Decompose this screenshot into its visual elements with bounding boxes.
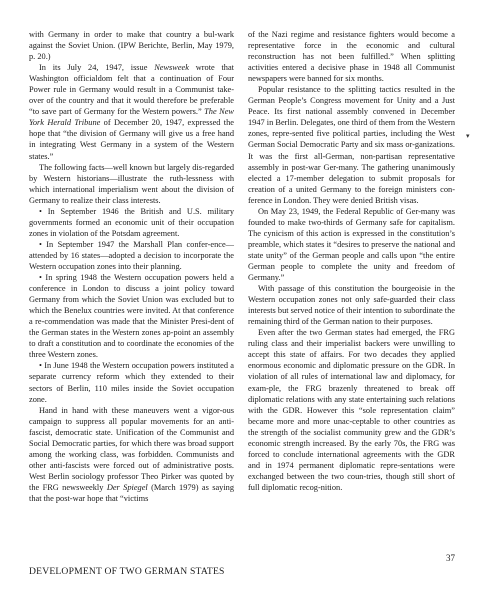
text-run: In its July 24, 1947, issue [39,63,155,73]
publication-name: The New York Herald Tribune [29,107,234,128]
publication-name: Der Spiegel [106,482,148,492]
text-run: of December 20, 1947, expressed the hope that “the division of Germany will give us a free hand in integrating West Germany in a system of the Western states.” [29,118,234,161]
paragraph: On May 23, 1949, the Federal Republic of Ger-many was founded to make two-thirds of Germany safe for capitalism. The cynicism of this action is expressed in the constitution’s preamble, which states it “desires to preserve the national and state unity” of the German people and calls upon “the entire German people to complete the unity and freedom of Germany.” [248,206,455,283]
paragraph: of the Nazi regime and resistance fighters would become a representative force in the economic and cultural reconstruction has not been fulfilled.” When splitting activities entered a decisive phase in 1948 all Communist newspapers were banned for six months. [248,30,455,84]
page-number: 37 [446,553,455,563]
bullet-paragraph: • In September 1946 the British and U.S. military governments formed an economic unit of their occupation zones in violation of the Potsdam agreement. [29,206,234,238]
text-run: (March 1979) as saying that the post-war hope that “victims [29,482,234,503]
paragraph [29,405,234,504]
left-column [29,29,234,504]
publication-name: Newsweek [154,63,189,73]
text-run: Hand in hand with these maneuvers went a vigor-ous campaign to suppress all popular movements for an anti-fascist, democratic state. Unification of the Communist and Social Democratic parties, for which there was broad support among the working class, was forbidden. Communists and other anti-fascists were forced out of administrative posts. West Berlin sociology professor Theo Pirker was quoted by the FRG newsweekly [29,405,234,492]
text-run: wrote that Washington officialdom felt that a continuation of Four Power rule in Germany would result in a Communist take-over of the country and that it would therefore be preferable “to save part of Germany for the Western powers.” [29,63,234,117]
paragraph: With passage of this constitution the bourgeoisie in the Western occupation zones not only safe-guarded their class interests but served notice of their intention to subordinate the remaining third of the German nation to their purposes. [248,284,455,327]
paragraph: The following facts—well known but largely dis-regarded by Western historians—illustrate the ruth-lessness with which international imperialism went about the division of Germany to realize their class interests. [29,162,234,205]
paragraph [29,62,234,161]
margin-mark: ▾ [466,132,470,140]
paragraph: with Germany in order to make that country a bul-wark against the Soviet Union. (IPW Berichte, Berlin, May 1979, p. 20.) [29,30,234,62]
paragraph: Popular resistance to the splitting tactics resulted in the German People’s Congress movement for Unity and a Just Peace. Its first national assembly convened in December 1947 in Berlin. Delegates, one third of them from the Western zones, repre-sented five political parties, including the West German Social Democratic Party and six mass or-ganizations. It was the first all-German, non-partisan representative assembly in post-war Ger-many. The gathering unanimously elected a 17-member delegation to submit proposals for creation of a united Germany to the foreign ministers con-ference in London. They were denied British visas. [248,85,455,205]
bullet-paragraph: • In June 1948 the Western occupation powers instituted a separate currency reform which they extended to their sectors of Berlin, 110 miles inside the Soviet occupation zone. [29,361,234,404]
paragraph: Even after the two German states had emerged, the FRG ruling class and their imperialist backers were unwilling to accept this state of affairs. For two decades they applied enormous economic and diplomatic pressure on the GDR. In violation of all rules of international law and diplomacy, for exam-ple, the FRG brazenly threatened to break off diplomatic relations with any state entertaining such relations with the GDR. However this “sole representation claim” became more and more unac-ceptable to other countries as the strength of the socialist community grew and the GDR’s economic strength increased. By the early 70s, the FRG was forced to conclude international agreements with the GDR and in 1974 permanent diplomatic repre-sentations were exchanged between the two coun-tries, though still short of full diplomatic recog-nition. [248,328,455,492]
bullet-paragraph: • In spring 1948 the Western occupation powers held a conference in London to discuss a joint policy toward Germany from which the Soviet Union was excluded but to which the Benelux countries were invited. At that conference a re-commendation was made that the Minister Presi-dent of the German states in the Western zones ap-point an assembly to draft a constitution and to coordinate the economies of the three Western zones. [29,273,234,360]
right-column [248,29,455,493]
bullet-paragraph: • In September 1947 the Marshall Plan confer-ence—attended by 16 states—adopted a decision to incorporate the Western occupation zones into their planning. [29,239,234,271]
running-footer-title: DEVELOPMENT OF TWO GERMAN STATES [29,566,225,577]
